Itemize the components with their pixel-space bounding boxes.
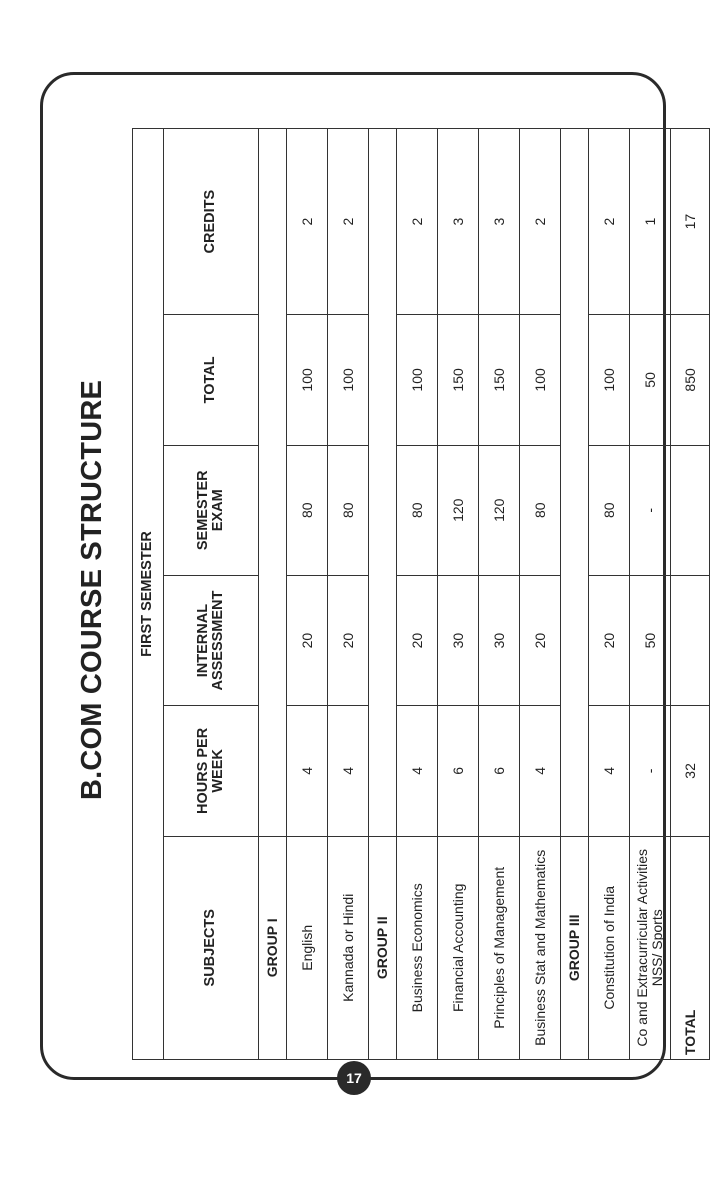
cell-exam: 80 [287, 445, 328, 575]
cell-exam: 80 [328, 445, 369, 575]
header-internal: INTERNAL ASSESSMENT [164, 575, 259, 705]
total-hours: 32 [671, 706, 710, 836]
group-label: GROUP II [369, 836, 397, 1059]
header-hours: HOURS PER WEEK [164, 706, 259, 836]
cell-exam: 120 [479, 445, 520, 575]
group-row [369, 129, 397, 1060]
table-row [630, 129, 671, 1060]
group-label: GROUP I [259, 836, 287, 1059]
semester-heading: FIRST SEMESTER [133, 129, 164, 1060]
cell-internal: 50 [630, 575, 671, 705]
header-total: TOTAL [164, 315, 259, 445]
total-label: TOTAL [671, 836, 710, 1059]
total-marks: 850 [671, 315, 710, 445]
table-row [479, 129, 520, 1060]
table-row [438, 129, 479, 1060]
cell-credits: 3 [438, 129, 479, 315]
table-row [397, 129, 438, 1060]
header-subjects: SUBJECTS [164, 836, 259, 1059]
cell-exam: 120 [438, 445, 479, 575]
total-exam [671, 445, 710, 575]
cell-hours: 6 [438, 706, 479, 836]
cell-exam: 80 [589, 445, 630, 575]
course-table [132, 128, 710, 1060]
header-exam: SEMESTER EXAM [164, 445, 259, 575]
cell-total: 100 [287, 315, 328, 445]
page-title: B.COM COURSE STRUCTURE [75, 379, 108, 801]
group-label: GROUP III [561, 836, 589, 1059]
page-number: 17 [337, 1061, 371, 1095]
cell-credits: 2 [328, 129, 369, 315]
table-row [328, 129, 369, 1060]
cell-credits: 2 [287, 129, 328, 315]
header-credits: CREDITS [164, 129, 259, 315]
cell-credits: 3 [479, 129, 520, 315]
group-row [259, 129, 287, 1060]
cell-subject: English [287, 836, 328, 1059]
cell-credits: 1 [630, 129, 671, 315]
cell-credits: 2 [520, 129, 561, 315]
cell-subject: Principles of Management [479, 836, 520, 1059]
group-row [561, 129, 589, 1060]
cell-internal: 30 [479, 575, 520, 705]
cell-subject: Financial Accounting [438, 836, 479, 1059]
cell-total: 100 [520, 315, 561, 445]
cell-hours: 4 [287, 706, 328, 836]
cell-subject: Business Economics [397, 836, 438, 1059]
cell-exam: - [630, 445, 671, 575]
cell-internal: 20 [328, 575, 369, 705]
cell-total: 100 [397, 315, 438, 445]
table-row [589, 129, 630, 1060]
cell-total: 150 [479, 315, 520, 445]
cell-internal: 20 [397, 575, 438, 705]
cell-hours: 4 [520, 706, 561, 836]
cell-total: 100 [328, 315, 369, 445]
cell-credits: 2 [397, 129, 438, 315]
total-internal [671, 575, 710, 705]
cell-hours: 4 [589, 706, 630, 836]
cell-credits: 2 [589, 129, 630, 315]
cell-subject: Kannada or Hindi [328, 836, 369, 1059]
cell-internal: 30 [438, 575, 479, 705]
cell-subject: Business Stat and Mathematics [520, 836, 561, 1059]
cell-hours: 4 [328, 706, 369, 836]
table-row [520, 129, 561, 1060]
cell-exam: 80 [520, 445, 561, 575]
cell-total: 150 [438, 315, 479, 445]
cell-exam: 80 [397, 445, 438, 575]
cell-subject: Constitution of India [589, 836, 630, 1059]
cell-hours: 6 [479, 706, 520, 836]
cell-internal: 20 [287, 575, 328, 705]
cell-subject: Co and Extracurricular Activities NSS/ Sports [630, 836, 671, 1059]
rotated-content [62, 120, 698, 1060]
cell-total: 100 [589, 315, 630, 445]
cell-total: 50 [630, 315, 671, 445]
cell-hours: - [630, 706, 671, 836]
cell-internal: 20 [589, 575, 630, 705]
total-row [671, 129, 710, 1060]
total-credits: 17 [671, 129, 710, 315]
table-row [287, 129, 328, 1060]
cell-hours: 4 [397, 706, 438, 836]
cell-internal: 20 [520, 575, 561, 705]
